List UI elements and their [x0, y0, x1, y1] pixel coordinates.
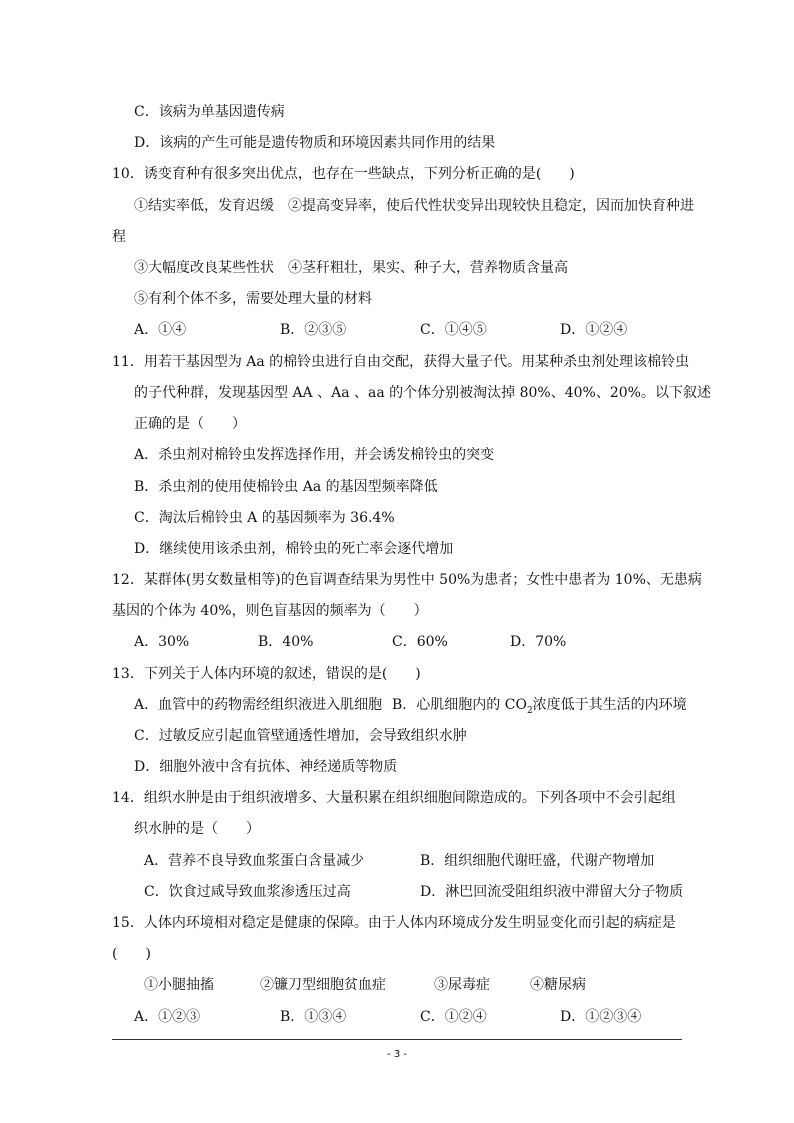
- q13-option-d: D．细胞外液中含有抗体、神经递质等物质: [134, 759, 398, 775]
- question-15-line-2: ( ): [112, 946, 151, 962]
- question-14-line-2: 织水肿的是（ ）: [134, 821, 260, 837]
- q10-option-c: C．①④⑤: [420, 322, 487, 338]
- q15-option-d: D．①②③④: [560, 1009, 642, 1025]
- question-11-line-3: 正确的是（ ）: [134, 416, 246, 432]
- q14-option-b: B．组织细胞代谢旺盛，代谢产物增加: [420, 853, 655, 869]
- q11-option-b: B．杀虫剂的使用使棉铃虫 Aa 的基因型频率降低: [134, 479, 438, 495]
- q11-option-a: A．杀虫剂对棉铃虫发挥选择作用，并会诱发棉铃虫的突变: [134, 447, 495, 463]
- question-14: 14．组织水肿是由于组织液增多、大量积累在组织细胞间隙造成的。下列各项中不会引起组: [112, 790, 676, 806]
- q12-option-c: C．60%: [392, 634, 448, 650]
- option-c-prev: C．该病为单基因遗传病: [134, 104, 285, 120]
- q10-statement-3-4: ③大幅度改良某些性状 ④茎秆粗壮，果实、种子大，营养物质含量高: [134, 260, 568, 276]
- q12-option-a: A．30%: [134, 634, 190, 650]
- question-11: 11．用若干基因型为 Aa 的棉铃虫进行自由交配，获得大量子代。用某种杀虫剂处理该棉铃虫: [112, 354, 690, 370]
- q10-option-a: A．①④: [134, 322, 187, 338]
- question-11-line-2: 的子代种群，发现基因型 AA 、Aa 、aa 的个体分别被淘汰掉 80%、40%、20%。以下叙述: [134, 385, 711, 401]
- q10-statement-wrap: 程: [112, 229, 126, 245]
- q15-option-a: A．①②③: [134, 1009, 201, 1025]
- question-13: 13．下列关于人体内环境的叙述，错误的是( ): [112, 666, 421, 682]
- q15-statement-4: ④糖尿病: [530, 977, 586, 993]
- q15-option-b: B．①③④: [280, 1009, 347, 1025]
- question-10: 10．诱变育种有很多突出优点，也存在一些缺点，下列分析正确的是( ): [112, 166, 575, 182]
- q14-option-a: A．营养不良导致血浆蛋白含量减少: [144, 853, 365, 869]
- q15-statement-3: ③尿毒症: [434, 977, 490, 993]
- question-12: 12．某群体(男女数量相等)的色盲调查结果为男性中 50%为患者；女性中患者为 10%、无患病: [112, 572, 702, 588]
- q13-option-a: A．血管中的药物需经组织液进入肌细胞: [134, 697, 383, 713]
- footer-divider: [112, 1039, 682, 1040]
- option-d-prev: D．该病的产生可能是遗传物质和环境因素共同作用的结果: [134, 135, 496, 151]
- q13-option-b: B．心肌细胞内的 $CO_2$浓度低于其生活的内环境: [392, 697, 687, 716]
- q10-option-b: B．②③⑤: [280, 322, 347, 338]
- q11-option-d: D．继续使用该杀虫剂，棉铃虫的死亡率会逐代增加: [134, 541, 454, 557]
- q10-option-d: D．①②④: [560, 322, 628, 338]
- q13-option-c: C．过敏反应引起血管壁通透性增加，会导致组织水肿: [134, 728, 467, 744]
- q15-statement-2: ②镰刀型细胞贫血症: [260, 977, 386, 993]
- q12-option-d: D．70%: [510, 634, 567, 650]
- q11-option-c: C．淘汰后棉铃虫 A 的基因频率为 36.4%: [134, 510, 395, 526]
- question-15: 15．人体内环境相对稳定是健康的保障。由于人体内环境成分发生明显变化而引起的病症是: [112, 915, 676, 931]
- q10-statement-1-2: ①结实率低，发育迟缓 ②提高变异率，使后代性状变异出现较快且稳定，因而加快育种进: [134, 198, 694, 214]
- q15-statement-1: ①小腿抽搐: [144, 977, 214, 993]
- q12-option-b: B．40%: [258, 634, 314, 650]
- q10-statement-5: ⑤有利个体不多，需要处理大量的材料: [134, 291, 372, 307]
- q14-option-d: D．淋巴回流受阻组织液中滞留大分子物质: [420, 884, 684, 900]
- question-12-line-2: 基因的个体为 40%，则色盲基因的频率为（ ）: [112, 603, 428, 619]
- page-number: - 3 -: [387, 1049, 407, 1060]
- q15-option-c: C．①②④: [420, 1009, 487, 1025]
- q14-option-c: C．饮食过咸导致血浆渗透压过高: [144, 884, 351, 900]
